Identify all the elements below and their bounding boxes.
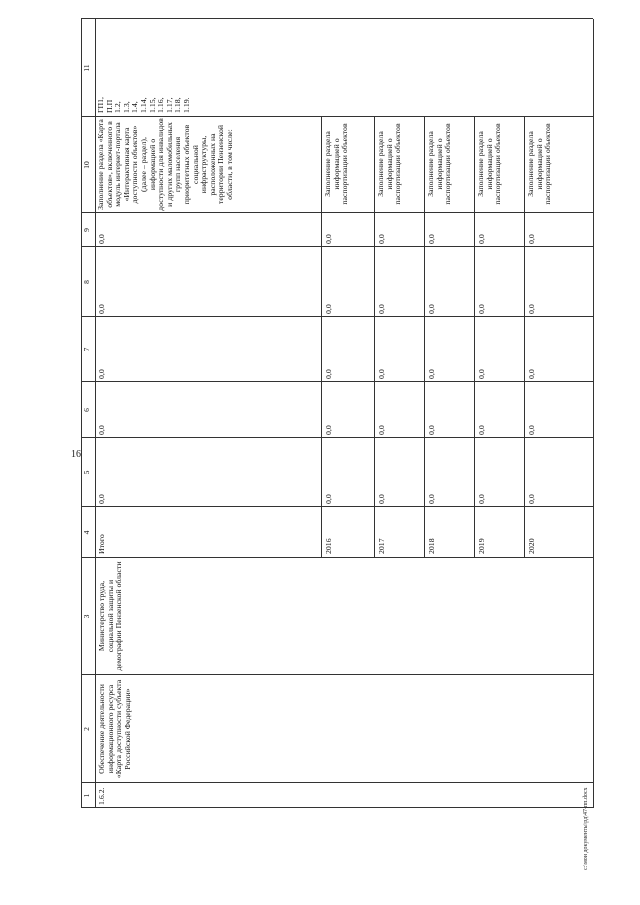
value-2017-col6: 0,0: [377, 425, 386, 435]
indicator-2018: Заполнение раздела информацией о паспортизации объектов: [426, 123, 453, 205]
summary-value-col7: 0,0: [97, 369, 106, 379]
table-border-right: [81, 18, 593, 19]
year-2016: 2016: [324, 538, 333, 554]
year-row-divider: [474, 117, 475, 558]
indicator-2020: Заполнение раздела информацией о паспортизации объектов: [526, 123, 553, 205]
value-2019-col6: 0,0: [477, 425, 486, 435]
column-divider: [81, 782, 593, 783]
column-number-11: 11: [82, 64, 91, 72]
column-number-9: 9: [82, 228, 91, 232]
value-2018-col8: 0,0: [427, 304, 436, 314]
row-number: 1.6.2.: [97, 787, 106, 805]
column-divider: [81, 212, 593, 213]
value-2017-col5: 0,0: [377, 494, 386, 504]
value-2018-col5: 0,0: [427, 494, 436, 504]
value-2016-col7: 0,0: [324, 369, 333, 379]
table-border-left: [81, 807, 593, 808]
executor-name: Министерство труда, социальной защиты и демографии Пензенской области: [97, 561, 124, 671]
value-2020-col7: 0,0: [527, 369, 536, 379]
column-divider: [81, 246, 593, 247]
value-2019-col9: 0,0: [477, 234, 486, 244]
indicator-2016: Заполнение раздела информацией о паспортизации объектов: [323, 123, 350, 205]
value-2020-col6: 0,0: [527, 425, 536, 435]
value-2020-col9: 0,0: [527, 234, 536, 244]
value-2019-col5: 0,0: [477, 494, 486, 504]
column-divider: [81, 674, 593, 675]
indicator-2017: Заполнение раздела информацией о паспортизации объектов: [376, 123, 403, 205]
value-2017-col9: 0,0: [377, 234, 386, 244]
column-number-3: 3: [82, 614, 91, 619]
column-divider: [81, 381, 593, 382]
summary-indicator: Заполнение раздела «Карта объектов», включенного в модуль интернет-портала «Интерактивная карта доступности объектов» (далее – раздел), информацией о доступности для инвалидов и других маломобильных групп населения приоритетных объектов социальной инфраструктуры, расположенных на территории Пензенской области, в том числе:: [96, 118, 234, 211]
value-2019-col8: 0,0: [477, 304, 486, 314]
value-2018-col9: 0,0: [427, 234, 436, 244]
summary-value-col6: 0,0: [97, 425, 106, 435]
value-2017-col8: 0,0: [377, 304, 386, 314]
summary-value-col8: 0,0: [97, 304, 106, 314]
year-2019: 2019: [477, 538, 486, 554]
value-2020-col8: 0,0: [527, 304, 536, 314]
year-2018: 2018: [427, 538, 436, 554]
value-2018-col6: 0,0: [427, 425, 436, 435]
year-2017: 2017: [377, 538, 386, 554]
year-row-divider: [424, 117, 425, 558]
program-activities-table: [81, 19, 593, 808]
value-2016-col5: 0,0: [324, 494, 333, 504]
value-2018-col7: 0,0: [427, 369, 436, 379]
footer-file-path: c:\мои документы\рд\47-пп.docx: [583, 787, 589, 870]
value-2017-col7: 0,0: [377, 369, 386, 379]
column-divider: [81, 506, 593, 507]
year-2020: 2020: [527, 538, 536, 554]
summary-period: Итого: [97, 534, 106, 554]
column-divider: [81, 557, 593, 558]
summary-value-col9: 0,0: [97, 234, 106, 244]
value-2016-col6: 0,0: [324, 425, 333, 435]
column-divider: [81, 437, 593, 438]
column-divider: [81, 316, 593, 317]
year-row-divider: [524, 117, 525, 558]
column-number-1: 1: [82, 793, 91, 798]
indicator-2019: Заполнение раздела информацией о паспортизации объектов: [476, 123, 503, 205]
column-number-5: 5: [82, 470, 91, 475]
value-2016-col8: 0,0: [324, 304, 333, 314]
column-number-2: 2: [82, 727, 91, 731]
table-border-top: [81, 19, 82, 808]
year-row-divider: [321, 117, 322, 558]
column-number-10: 10: [82, 161, 91, 169]
column-number-6: 6: [82, 408, 91, 412]
summary-value-col5: 0,0: [97, 494, 106, 504]
column-number-7: 7: [82, 347, 91, 352]
column-number-4: 4: [82, 530, 91, 535]
column-divider: [81, 116, 593, 117]
summary-plan-refs: ГП1, П.П 1.2, 1.3, 1.4, 1.14, 1.15, 1.16, 1.17, 1.18, 1.19.: [96, 97, 191, 113]
value-2019-col7: 0,0: [477, 369, 486, 379]
year-row-divider: [374, 117, 375, 558]
table-border-bottom: [593, 19, 594, 808]
value-2016-col9: 0,0: [324, 234, 333, 244]
page-number: 16: [71, 449, 81, 460]
column-number-8: 8: [82, 280, 91, 284]
value-2020-col5: 0,0: [527, 494, 536, 504]
activity-name: Обеспечение деятельности информационного ресурса «Карта доступности субъекта Российской Федерации»: [97, 679, 132, 779]
